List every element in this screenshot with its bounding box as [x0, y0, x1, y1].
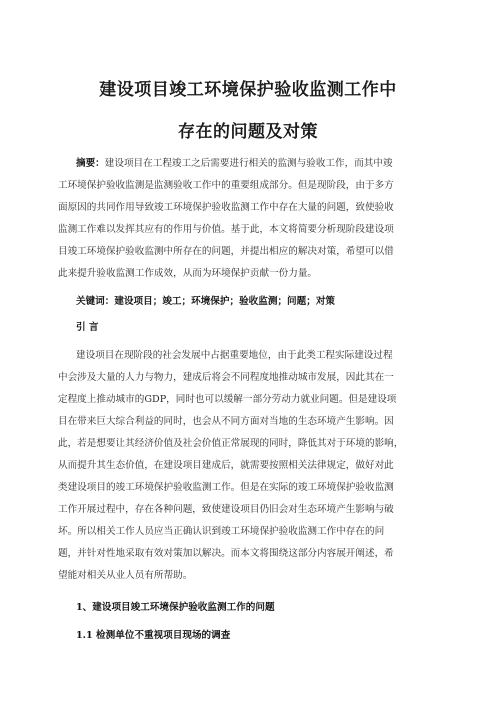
abstract-line: 监测工作难以发挥其应有的作用与价值。基于此，本文将简要分析现阶段建设项 — [58, 224, 394, 235]
intro-line: 从而提升其生态价值，在建设项目建成后，就需要按照相关法律规定，做好对此 — [58, 460, 394, 471]
title-line-2: 存在的问题及对策 — [178, 122, 318, 142]
abstract-line: 面原因的共同作用导致竣工环境保护验收监测工作中存在大量的问题，致使验收 — [58, 202, 394, 213]
abstract-label: 摘要： — [76, 158, 105, 169]
abstract-first-line — [76, 158, 393, 170]
intro-line: 工作开展过程中，存在各种问题，致使建设项目仍旧会对生态环境产生影响与破 — [58, 504, 394, 515]
intro-line: 中会涉及大量的人力与物力，建成后将会不同程度地推动城市发展，因此其在一 — [58, 372, 394, 383]
intro-line: 坏。所以相关工作人员应当正确认识到竣工环境保护验收监测工作中存在的问 — [58, 526, 385, 537]
keywords: 关键词：建设项目；竣工；环境保护；验收监测；问题；对策 — [76, 296, 336, 307]
abstract-line: 目竣工环境保护验收监测中所存在的问题，并提出相应的解决对策，希望可以借 — [58, 246, 394, 257]
abstract-line: 工环境保护验收监测是监测验收工作中的重要组成部分。但是现阶段，由于多方 — [58, 180, 394, 191]
section-1-heading: 1、建设项目竣工环境保护验收监测工作的问题 — [76, 602, 275, 613]
intro-first-line: 建设项目在现阶段的社会发展中占据重要地位，由于此类工程实际建设过程 — [76, 350, 393, 361]
intro-line: 目在带来巨大综合利益的同时，也会从不同方面对当地的生态环境产生影响。因 — [58, 416, 394, 427]
intro-line: 题，并针对性地采取有效对策加以解决。而本文将围绕这部分内容展开阐述，希 — [58, 548, 394, 559]
intro-line: 望能对相关从业人员有所帮助。 — [58, 570, 193, 581]
intro-line: 此，若是想要让其经济价值及社会价值正常展现的同时，降低其对于环境的影响， — [58, 438, 404, 449]
abstract-line: 此来提升验收监测工作成效，从而为环境保护贡献一份力量。 — [58, 268, 318, 279]
title-line-1: 建设项目竣工环境保护验收监测工作中 — [99, 80, 397, 100]
intro-line: 定程度上推动城市的GDP，同时也可以缓解一部分劳动力就业问题。但是建设项 — [58, 394, 397, 405]
intro-line: 类建设项目的竣工环境保护验收监测工作。但是在实际的竣工环境保护验收监测 — [58, 482, 394, 493]
section-1-1-heading: 1.1 检测单位不重视项目现场的调查 — [76, 630, 231, 641]
intro-heading: 引 言 — [76, 322, 99, 333]
abstract-text: 建设项目在工程竣工之后需要进行相关的监测与验收工作，而其中竣 — [104, 158, 393, 169]
